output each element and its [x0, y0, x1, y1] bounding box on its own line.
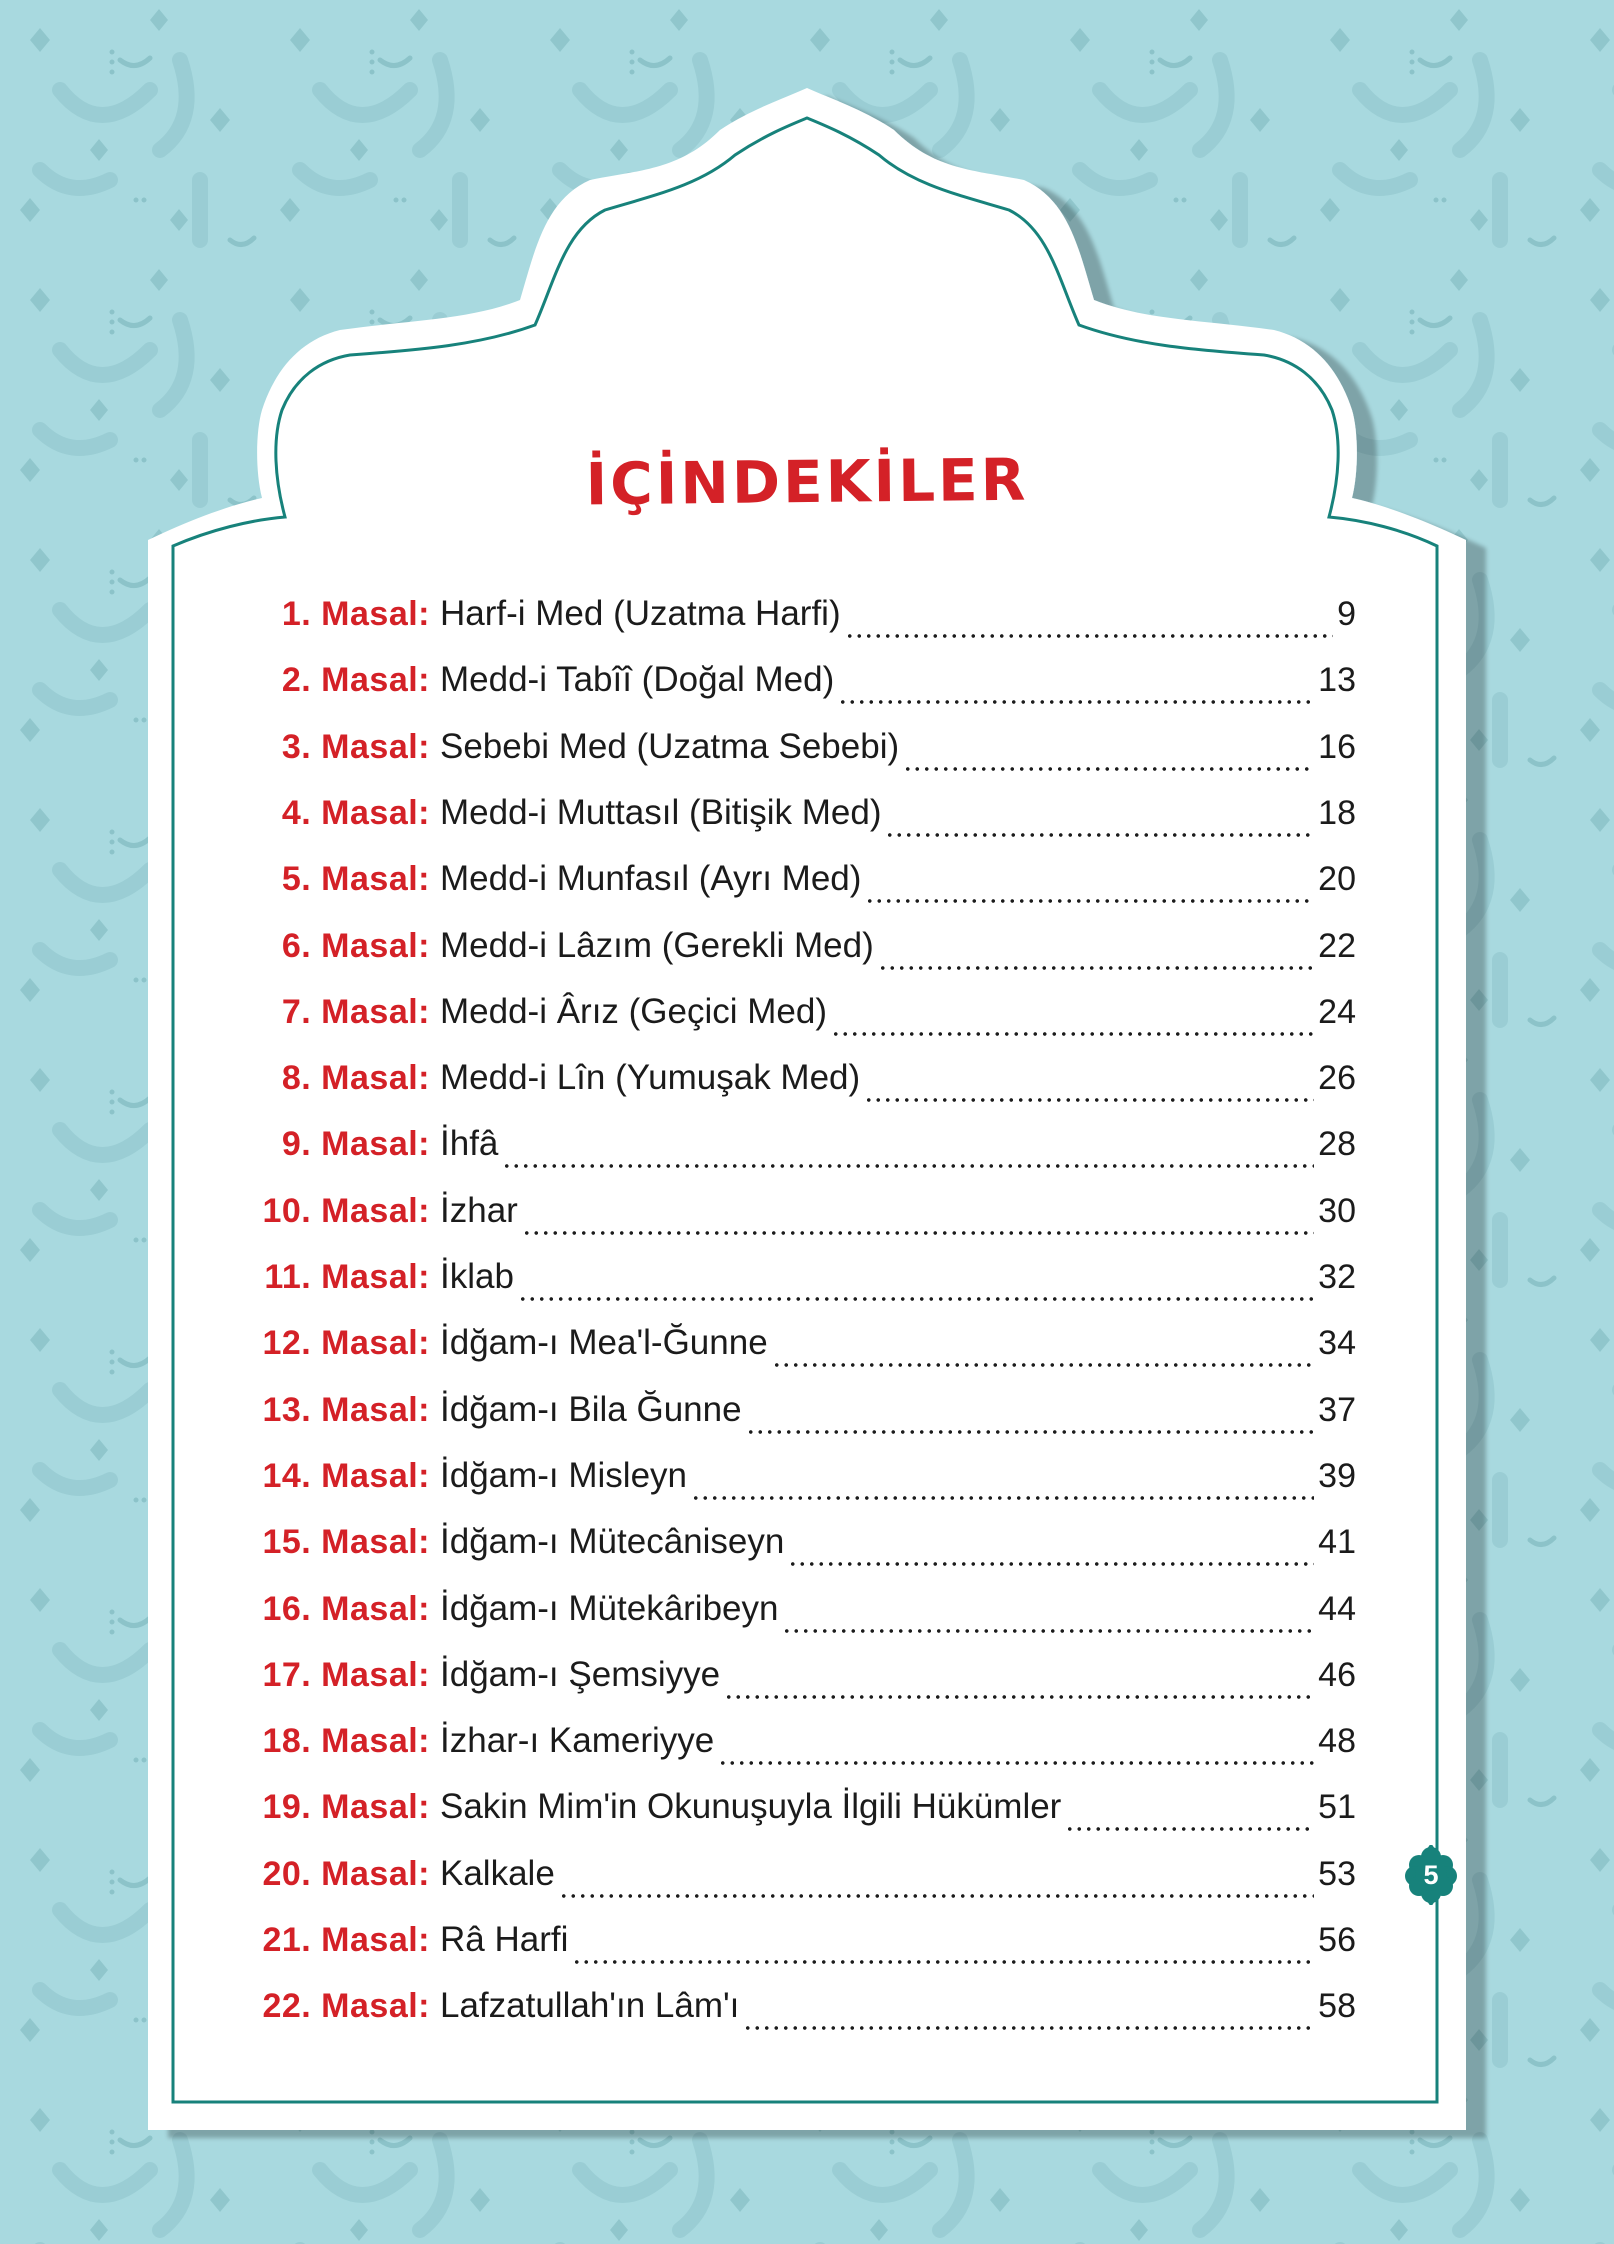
toc-entry-title: Medd-i Tabîî (Doğal Med) — [440, 660, 835, 699]
toc-entry-number: 5. Masal: — [281, 860, 430, 898]
toc-entry-page: 9 — [1337, 595, 1356, 633]
dot-leader — [845, 634, 1333, 638]
toc-entry-page: 32 — [1318, 1258, 1356, 1296]
toc-entry-page: 41 — [1318, 1523, 1356, 1561]
dot-leader — [782, 1629, 1314, 1633]
toc-entry[interactable] — [250, 1655, 1356, 1709]
toc-entry-title: Râ Harfi — [440, 1920, 569, 1959]
page-number: 5 — [1423, 1859, 1439, 1890]
toc-entry[interactable] — [250, 727, 1356, 781]
dot-leader — [865, 899, 1314, 903]
toc-entry-number: 20. Masal: — [262, 1855, 430, 1893]
toc-entry-number: 16. Masal: — [262, 1590, 430, 1628]
toc-entry-title: Sebebi Med (Uzatma Sebebi) — [440, 727, 900, 766]
toc-entry[interactable] — [250, 1191, 1356, 1245]
toc-entry-title: Harf-i Med (Uzatma Harfi) — [440, 594, 841, 633]
dot-leader — [691, 1496, 1314, 1500]
toc-entry-title: İklab — [440, 1257, 514, 1296]
dot-leader — [502, 1164, 1314, 1168]
toc-entry[interactable] — [250, 660, 1356, 714]
toc-entry-page: 18 — [1318, 794, 1356, 832]
toc-entry-number: 1. Masal: — [281, 595, 430, 633]
toc-entry-number: 21. Masal: — [262, 1921, 430, 1959]
toc-entry-number: 3. Masal: — [281, 728, 430, 766]
dot-leader — [1065, 1827, 1314, 1831]
toc-entry-title: Lafzatullah'ın Lâm'ı — [440, 1986, 740, 2025]
page-number-badge — [1403, 1845, 1459, 1905]
dot-leader — [572, 1960, 1314, 1964]
toc-entry-page: 22 — [1318, 927, 1356, 965]
toc-entry[interactable] — [250, 859, 1356, 913]
toc-entry[interactable] — [250, 1323, 1356, 1377]
toc-entry-page: 16 — [1318, 728, 1356, 766]
toc-entry[interactable] — [250, 1522, 1356, 1576]
toc-entry-number: 12. Masal: — [262, 1324, 430, 1362]
toc-entry-number: 15. Masal: — [262, 1523, 430, 1561]
toc-entry-title: İdğam-ı Mea'l-Ğunne — [440, 1323, 768, 1362]
toc-entry-title: İdğam-ı Mütecâniseyn — [440, 1522, 785, 1561]
toc-entry-page: 20 — [1318, 860, 1356, 898]
page-title: İÇİNDEKİLER — [585, 445, 1029, 519]
toc-entry-number: 11. Masal: — [264, 1258, 430, 1296]
toc-entry-page: 56 — [1318, 1921, 1356, 1959]
toc-entry-page: 37 — [1318, 1391, 1356, 1429]
toc-entry[interactable] — [250, 1920, 1356, 1974]
toc-entry-title: Medd-i Muttasıl (Bitişik Med) — [440, 793, 882, 832]
toc-entry-number: 14. Masal: — [262, 1457, 430, 1495]
dot-leader — [864, 1098, 1314, 1102]
toc-entry[interactable] — [250, 1390, 1356, 1444]
toc-entry-title: İhfâ — [440, 1124, 499, 1163]
dot-leader — [903, 767, 1314, 771]
dot-leader — [746, 1430, 1315, 1434]
dot-leader — [885, 833, 1314, 837]
toc-entry-page: 28 — [1318, 1125, 1356, 1163]
toc-entry-number: 6. Masal: — [281, 927, 430, 965]
toc-entry-title: İzhar — [440, 1191, 518, 1230]
toc-entry-title: Medd-i Lîn (Yumuşak Med) — [440, 1058, 861, 1097]
toc-entry[interactable] — [250, 1589, 1356, 1643]
dot-leader — [724, 1695, 1314, 1699]
dot-leader — [522, 1231, 1314, 1235]
toc-entry[interactable] — [250, 992, 1356, 1046]
toc-entry[interactable] — [250, 1124, 1356, 1178]
toc-entry-page: 44 — [1318, 1590, 1356, 1628]
toc-entry-title: İdğam-ı Mütekâribeyn — [440, 1589, 779, 1628]
toc-entry[interactable] — [250, 1721, 1356, 1775]
toc-entry-title: Kalkale — [440, 1854, 555, 1893]
toc-entry-number: 19. Masal: — [262, 1788, 430, 1826]
toc-entry-title: İdğam-ı Misleyn — [440, 1456, 688, 1495]
toc-entry-page: 24 — [1318, 993, 1356, 1031]
toc-entry-number: 17. Masal: — [262, 1656, 430, 1694]
dot-leader — [718, 1761, 1314, 1765]
toc-entry[interactable] — [250, 1257, 1356, 1311]
toc-entry-number: 4. Masal: — [281, 794, 430, 832]
toc-entry-number: 18. Masal: — [262, 1722, 430, 1760]
dot-leader — [743, 2026, 1314, 2030]
toc-entry-number: 7. Masal: — [281, 993, 430, 1031]
toc-entry-page: 26 — [1318, 1059, 1356, 1097]
toc-entry-number: 2. Masal: — [281, 661, 430, 699]
dot-leader — [772, 1363, 1315, 1367]
toc-entry-number: 10. Masal: — [262, 1192, 430, 1230]
dot-leader — [559, 1894, 1314, 1898]
toc-entry[interactable] — [250, 1058, 1356, 1112]
toc-entry-page: 46 — [1318, 1656, 1356, 1694]
toc-entry-title: Sakin Mim'in Okunuşuyla İlgili Hükümler — [440, 1787, 1062, 1826]
toc-entry-page: 30 — [1318, 1192, 1356, 1230]
toc-entry-page: 34 — [1318, 1324, 1356, 1362]
dot-leader — [831, 1032, 1314, 1036]
toc-entry-number: 22. Masal: — [262, 1987, 430, 2025]
toc-entry-number: 8. Masal: — [281, 1059, 430, 1097]
toc-entry-title: İdğam-ı Şemsiyye — [440, 1655, 721, 1694]
toc-entry-page: 51 — [1318, 1788, 1356, 1826]
toc-entry[interactable] — [250, 1787, 1356, 1841]
toc-entry[interactable] — [250, 1854, 1356, 1908]
toc-entry-page: 13 — [1318, 661, 1356, 699]
toc-entry-title: Medd-i Munfasıl (Ayrı Med) — [440, 859, 862, 898]
toc-entry-number: 13. Masal: — [262, 1391, 430, 1429]
toc-entry-title: İzhar-ı Kameriyye — [440, 1721, 715, 1760]
toc-entry[interactable] — [250, 594, 1356, 648]
toc-entry-title: İdğam-ı Bila Ğunne — [440, 1390, 742, 1429]
toc-entry[interactable] — [250, 793, 1356, 847]
toc-entry-title: Medd-i Ârız (Geçici Med) — [440, 992, 828, 1031]
toc-entry[interactable] — [250, 926, 1356, 980]
dot-leader — [518, 1297, 1314, 1301]
dot-leader — [838, 700, 1314, 704]
toc-entry-number: 9. Masal: — [281, 1125, 430, 1163]
toc-entry-page: 39 — [1318, 1457, 1356, 1495]
toc-entry-title: Medd-i Lâzım (Gerekli Med) — [440, 926, 874, 965]
dot-leader — [878, 966, 1314, 970]
toc-entry-page: 58 — [1318, 1987, 1356, 2025]
toc-entry[interactable] — [250, 1456, 1356, 1510]
toc-entry-page: 53 — [1318, 1855, 1356, 1893]
toc-entry-page: 48 — [1318, 1722, 1356, 1760]
toc-entry[interactable] — [250, 1986, 1356, 2040]
dot-leader — [788, 1562, 1314, 1566]
